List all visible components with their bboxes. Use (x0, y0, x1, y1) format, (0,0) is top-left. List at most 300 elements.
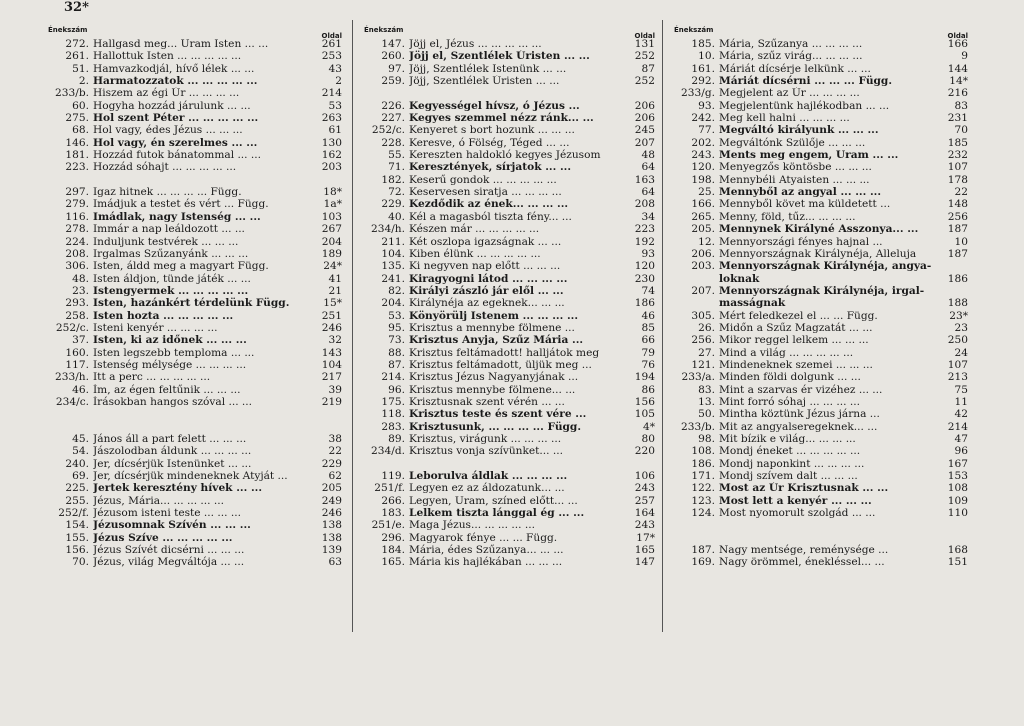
song-title: Krisztusnak szent vérén ... ... (409, 395, 565, 408)
index-entry (668, 198, 968, 210)
index-entry (42, 433, 342, 445)
song-title: Máriát dícsérje lelkünk ... ... (719, 62, 871, 75)
page-ref: 24* (323, 260, 342, 273)
index-entry (358, 211, 655, 223)
song-title: Kegyes szemmel nézz ránk... ... (409, 112, 594, 125)
page-ref: 189 (321, 247, 342, 260)
page-ref: 130 (321, 136, 342, 149)
song-number: 161. (691, 62, 715, 75)
song-title: Királynéja az egeknek... ... ... (409, 297, 565, 310)
index-entry (42, 334, 342, 346)
index-entry (668, 470, 968, 482)
song-title: Mért feledkezel el ... ... Függ. (719, 309, 878, 322)
song-number: 283. (381, 420, 405, 433)
index-entry (42, 445, 342, 457)
song-number: 123. (691, 494, 715, 507)
page-ref: 232 (947, 149, 968, 162)
index-entry (42, 124, 342, 136)
song-title: Kél a magasból tiszta fény... ... (409, 210, 572, 223)
song-number: 185. (691, 38, 715, 50)
page-ref: 32 (328, 334, 342, 347)
song-number: 233/a. (681, 371, 715, 384)
song-number: 204. (381, 297, 405, 310)
page-ref: 167 (947, 457, 968, 470)
song-number: 183. (381, 507, 405, 520)
page-ref: 23* (949, 309, 968, 322)
song-title: Megjelent az Úr ... ... ... ... (719, 87, 860, 100)
song-title: Krisztus feltámadott! halljátok meg (409, 346, 600, 359)
song-number: 233/b. (55, 87, 89, 100)
song-title: Magyarok fénye ... ... Függ. (409, 531, 558, 544)
song-title: Jertek keresztény hívek ... ... (93, 482, 263, 495)
song-title: Krisztus a mennybe fölmene ... (409, 321, 575, 334)
song-title: Immár a nap leáldozott ... ... (93, 223, 245, 236)
index-entry (358, 532, 655, 544)
song-title: Mennyből az angyal ... ... ... (719, 186, 882, 199)
page-ref: 39 (328, 383, 342, 396)
index-entry (668, 186, 968, 198)
song-title: Mit bízik e világ... ... ... ... (719, 433, 856, 445)
song-number: 265. (691, 210, 715, 223)
index-entry (358, 248, 655, 260)
song-number: 46. (72, 383, 89, 396)
page-ref: 162 (321, 149, 342, 162)
index-entry (668, 38, 968, 50)
page-ref: 22 (328, 445, 342, 458)
index-entry (358, 556, 655, 568)
song-title: Megjelentünk hajlékodban ... ... (719, 99, 890, 112)
song-title: Jöjj el, Jézus ... ... ... ... ... (409, 38, 542, 50)
song-number: 261. (65, 50, 89, 63)
index-entry (358, 297, 655, 309)
page-ref: 10 (954, 235, 968, 248)
song-number: 175. (381, 395, 405, 408)
page-ref: 185 (947, 136, 968, 149)
song-number: 279. (65, 198, 89, 211)
song-number: 108. (691, 445, 715, 458)
index-entry (668, 507, 968, 519)
song-title: Most lett a kenyér ... ... ... (719, 494, 872, 507)
page-ref: 64 (641, 186, 655, 199)
song-number: 214. (381, 371, 405, 384)
section-gap (358, 87, 655, 99)
index-entry (668, 458, 968, 470)
song-title: Ments meg engem, Uram ... ... (719, 149, 899, 162)
song-title: Mintha köztünk Jézus járna ... (719, 408, 880, 421)
header-song-number: Énekszám (364, 26, 404, 34)
index-entry (358, 334, 655, 346)
page-ref: 38 (328, 433, 342, 445)
song-title: Jézusom isteni teste ... ... ... (93, 507, 241, 520)
column-divider (662, 20, 663, 632)
song-number: 50. (698, 408, 715, 421)
song-number: 272. (65, 38, 89, 50)
page-ref: 156 (634, 395, 655, 408)
song-title: Kezdődik az ének... ... ... ... (409, 198, 569, 211)
song-title: Királyi zászló jár elől ... ... (409, 284, 564, 297)
song-title: loknak (719, 272, 760, 285)
song-title: Megváltó királyunk ... ... ... (719, 124, 879, 137)
page-ref: 107 (947, 161, 968, 174)
song-number: 71. (388, 161, 405, 174)
page-ref: 96 (954, 445, 968, 458)
song-number: 118. (381, 408, 405, 421)
song-number: 10. (698, 50, 715, 63)
index-entry (42, 371, 342, 383)
index-entry (42, 384, 342, 396)
index-entry (358, 285, 655, 297)
entry-list (42, 38, 342, 569)
index-entry (42, 137, 342, 149)
index-entry (42, 161, 342, 173)
page-ref: 252 (634, 75, 655, 88)
index-entry (358, 161, 655, 173)
song-number: 98. (698, 433, 715, 445)
song-title: Mind a világ ... ... ... ... ... (719, 346, 854, 359)
song-number: 227. (381, 112, 405, 125)
song-number: 266. (381, 494, 405, 507)
page-ref: 192 (634, 235, 655, 248)
page-ref: 131 (634, 38, 655, 50)
song-title: Keservesen siratja ... ... ... ... (409, 186, 562, 199)
song-number: 55. (388, 149, 405, 162)
song-title: Mennynek Királyné Asszonya... ... (719, 223, 919, 236)
song-title: Ím, az égen feltűnik ... ... ... (93, 383, 241, 396)
song-number: 54. (72, 445, 89, 458)
page-ref: 243 (634, 519, 655, 532)
song-title: Jézusomnak Szívén ... ... ... (93, 519, 251, 532)
song-title: Kiragyogni látod ... ... ... ... (409, 272, 568, 285)
index-entry (668, 495, 968, 507)
song-number: 37. (72, 334, 89, 347)
page-ref: 11 (954, 395, 968, 408)
page-ref: 252 (634, 50, 655, 63)
page-ref: 110 (947, 507, 968, 520)
page-ref: 243 (634, 482, 655, 495)
song-title: Jézus, Mária... ... ... ... ... (93, 494, 225, 507)
song-number: 147. (381, 38, 405, 50)
page-ref: 256 (947, 210, 968, 223)
song-number: 228. (381, 136, 405, 149)
song-number: 234/c. (55, 395, 89, 408)
page-ref: 144 (947, 62, 968, 75)
song-number: 156. (65, 544, 89, 557)
song-number: 154. (65, 519, 89, 532)
index-entry (668, 100, 968, 112)
page-ref: 214 (321, 87, 342, 100)
page-ref: 22 (954, 186, 968, 199)
page-ref: 261 (321, 38, 342, 50)
index-entry (358, 236, 655, 248)
index-entry (668, 334, 968, 346)
section-gap (668, 532, 968, 544)
song-title: Isten, ki az időnek ... ... ... (93, 334, 247, 347)
song-number: 243. (691, 149, 715, 162)
page-ref: 153 (947, 470, 968, 483)
index-entry (358, 445, 655, 457)
index-entry (42, 458, 342, 470)
index-entry (668, 359, 968, 371)
song-number: 69. (72, 470, 89, 483)
song-title: Jézus Szívét dicsérni ... ... ... (93, 544, 245, 557)
index-entry (42, 112, 342, 124)
index-entry (42, 285, 342, 297)
song-title: Isteni kenyér ... ... ... ... (93, 321, 218, 334)
song-title: Ki negyven nap előtt ... ... ... (409, 260, 561, 273)
index-entry (358, 322, 655, 334)
index-entry (668, 50, 968, 62)
song-title: Induljunk testvérek ... ... ... (93, 235, 239, 248)
index-entry (668, 161, 968, 173)
song-title: Hallottuk Isten ... ... ... ... ... (93, 50, 242, 63)
page-ref: 206 (634, 99, 655, 112)
page-ref: 165 (634, 544, 655, 557)
song-number (668, 273, 719, 285)
song-number: 23. (72, 284, 89, 297)
song-title: Jézus, világ Megváltója ... ... (93, 556, 245, 569)
index-entry (42, 100, 342, 112)
song-title: Jer, dícsérjük Istenünket ... ... (93, 457, 252, 470)
song-title: Krisztus vonja szívünket... ... (409, 445, 563, 458)
page-ref: 231 (947, 112, 968, 125)
song-number: 73. (388, 334, 405, 347)
song-number: 198. (691, 173, 715, 186)
song-title: Menny, föld, tűz... ... ... ... (719, 210, 856, 223)
page-ref: 53 (328, 99, 342, 112)
song-title: Mária, édes Szűzanya... ... ... (409, 544, 564, 557)
index-entry (42, 248, 342, 260)
index-entry (668, 174, 968, 186)
entry-list (358, 38, 655, 569)
index-entry (358, 408, 655, 420)
song-number: 233/g. (681, 87, 715, 100)
song-title: Hamvazkodjál, hívő lélek ... ... (93, 62, 255, 75)
page-ref: 219 (321, 395, 342, 408)
page-ref: 86 (641, 383, 655, 396)
index-entry (42, 532, 342, 544)
song-title: Mennyországnak Királynéja, Alleluja (719, 247, 917, 260)
index-entry (668, 384, 968, 396)
page-ref: 120 (634, 260, 655, 273)
page-number: 32* (64, 0, 89, 15)
song-title: Megváltónk Szülője ... ... ... (719, 136, 866, 149)
page-ref: 62 (328, 470, 342, 483)
page-ref: 14* (949, 75, 968, 88)
song-title: Mennyből követ ma küldetett ... (719, 198, 891, 211)
song-title: Isten hozta ... ... ... ... ... (93, 309, 234, 322)
song-number: 171. (691, 470, 715, 483)
page-ref: 105 (634, 408, 655, 421)
page-ref: 251 (321, 309, 342, 322)
song-title: Írásokban hangos szóval ... ... (93, 395, 253, 408)
song-number: 26. (698, 321, 715, 334)
page-ref: 61 (328, 124, 342, 137)
index-entry (42, 260, 342, 272)
song-number: 72. (388, 186, 405, 199)
song-number: 40. (388, 210, 405, 223)
page-ref: 48 (641, 149, 655, 162)
song-title: Legyen, Uram, színed előtt... ... (409, 494, 578, 507)
index-entry (358, 100, 655, 112)
page-ref: 79 (641, 346, 655, 359)
page-ref: 246 (321, 321, 342, 334)
song-title: Jöjj, Szentlélek Úristen ... ... (409, 75, 560, 88)
song-title: Harmatozzatok ... ... ... ... ... (93, 75, 258, 88)
page-ref: 83 (954, 99, 968, 112)
page-ref: 85 (641, 321, 655, 334)
song-number: 87. (388, 358, 405, 371)
page-ref: 147 (634, 556, 655, 569)
page-ref: 80 (641, 433, 655, 445)
page-ref: 223 (634, 223, 655, 236)
index-entry (668, 273, 968, 285)
page-ref: 23 (954, 321, 968, 334)
index-entry (668, 371, 968, 383)
page-ref: 43 (328, 62, 342, 75)
index-entry (358, 75, 655, 87)
index-entry (42, 149, 342, 161)
page-ref: 87 (641, 62, 655, 75)
page-ref: 187 (947, 247, 968, 260)
section-gap (42, 408, 342, 420)
index-entry (42, 198, 342, 210)
column-header (42, 24, 342, 38)
index-entry (358, 186, 655, 198)
index-entry (42, 470, 342, 482)
song-number: 233/h. (55, 371, 89, 384)
song-title: Leborulva áldlak ... ... ... ... (409, 470, 568, 483)
song-title: Kiben élünk ... ... ... ... ... (409, 247, 541, 260)
song-number: 116. (65, 210, 89, 223)
index-entry (358, 124, 655, 136)
page-ref: 206 (634, 112, 655, 125)
song-title: Hozzád futok bánatommal ... ... (93, 149, 262, 162)
song-number: 234/h. (371, 223, 405, 236)
page-ref: 267 (321, 223, 342, 236)
song-number: 211. (381, 235, 405, 248)
index-entry (358, 198, 655, 210)
page-ref: 188 (947, 297, 968, 310)
song-title: Mária, Szűzanya ... ... ... ... (719, 38, 863, 50)
page-ref: 168 (947, 544, 968, 557)
index-entry (42, 63, 342, 75)
index-entry (42, 310, 342, 322)
page-ref: 257 (634, 494, 655, 507)
song-number: 255. (65, 494, 89, 507)
page-ref: 214 (947, 420, 968, 433)
song-number: 241. (381, 272, 405, 285)
index-entry (42, 519, 342, 531)
song-title: Mária, szűz virág... ... ... ... (719, 50, 863, 63)
page-ref: 164 (634, 507, 655, 520)
song-title: Mennyországnak Királynéja, irgal- (719, 284, 925, 297)
page-ref: 187 (947, 223, 968, 236)
page-ref: 34 (641, 210, 655, 223)
index-entry (42, 396, 342, 408)
song-number: 240. (65, 457, 89, 470)
song-number: 225. (65, 482, 89, 495)
song-title: Mindeneknek szemei ... ... ... (719, 358, 873, 371)
song-title: Menyegzős köntösbe ... ... ... (719, 161, 872, 174)
page-ref (932, 260, 968, 272)
page-ref: 103 (321, 210, 342, 223)
song-number: 95. (388, 321, 405, 334)
song-title: Hozzád sóhajt ... ... ... ... ... (93, 161, 237, 174)
index-entry (42, 50, 342, 62)
page-ref: 9 (961, 50, 968, 63)
song-title: Mit az angyalseregeknek... ... (719, 420, 878, 433)
song-number: 184. (381, 544, 405, 557)
song-number: 160. (65, 346, 89, 359)
song-number: 68. (72, 124, 89, 137)
song-number: 251/e. (371, 519, 405, 532)
page-ref: 1a* (323, 198, 342, 211)
song-title: Imádjuk a testet és vért ... Függ. (93, 198, 269, 211)
song-title: Készen már ... ... ... ... ... (409, 223, 540, 236)
index-entry (668, 396, 968, 408)
index-entry (668, 347, 968, 359)
page-ref: 138 (321, 531, 342, 544)
index-entry (668, 421, 968, 433)
song-number: 169. (691, 556, 715, 569)
song-title: Imádlak, nagy Istenség ... ... (93, 210, 261, 223)
index-entry (668, 544, 968, 556)
song-title: Isten áldjon, tünde játék ... ... (93, 272, 251, 285)
page-ref: 186 (947, 272, 968, 285)
page-ref: 250 (947, 334, 968, 347)
index-entry (42, 359, 342, 371)
page-ref: 204 (321, 235, 342, 248)
index-entry (668, 260, 968, 272)
section-gap (358, 458, 655, 470)
index-entry (42, 223, 342, 235)
song-number: 93. (698, 99, 715, 112)
page-ref: 24 (954, 346, 968, 359)
index-column-3 (668, 24, 968, 569)
page-ref: 4* (642, 420, 655, 433)
section-gap (42, 421, 342, 433)
index-entry (358, 174, 655, 186)
song-number: 208. (65, 247, 89, 260)
song-number (668, 297, 719, 309)
page-ref: 15* (323, 297, 342, 310)
song-title: Isten legszebb temploma ... ... (93, 346, 255, 359)
song-number: 206. (691, 247, 715, 260)
song-title: Könyörülj Istenem ... ... ... ... (409, 309, 579, 322)
song-title: Meg kell halni ... ... ... ... (719, 112, 850, 125)
song-title: Keresve, ó Fölség, Téged ... ... (409, 136, 570, 149)
song-number: 252/c. (55, 321, 89, 334)
song-title: Mikor reggel lelkem ... ... ... (719, 334, 869, 347)
page-ref: 18* (323, 186, 342, 199)
index-entry (42, 482, 342, 494)
page-ref: 75 (954, 383, 968, 396)
song-title: Kegyességel hívsz, ó Jézus ... (409, 99, 580, 112)
index-entry (358, 50, 655, 62)
entry-list (668, 38, 968, 569)
song-title: Hol szent Péter ... ... ... ... ... (93, 112, 259, 125)
song-title: Kenyeret s bort hozunk ... ... ... (409, 124, 575, 137)
song-title: Hiszem az égi Úr ... ... ... ... (93, 87, 240, 100)
song-number: 292. (691, 75, 715, 88)
song-title: Most az Úr Krisztusnak ... ... (719, 482, 889, 495)
song-number: 88. (388, 346, 405, 359)
page-ref: 42 (954, 408, 968, 421)
page-ref: 245 (634, 124, 655, 137)
page-ref: 194 (634, 371, 655, 384)
page-ref: 263 (321, 112, 342, 125)
page-ref: 178 (947, 173, 968, 186)
